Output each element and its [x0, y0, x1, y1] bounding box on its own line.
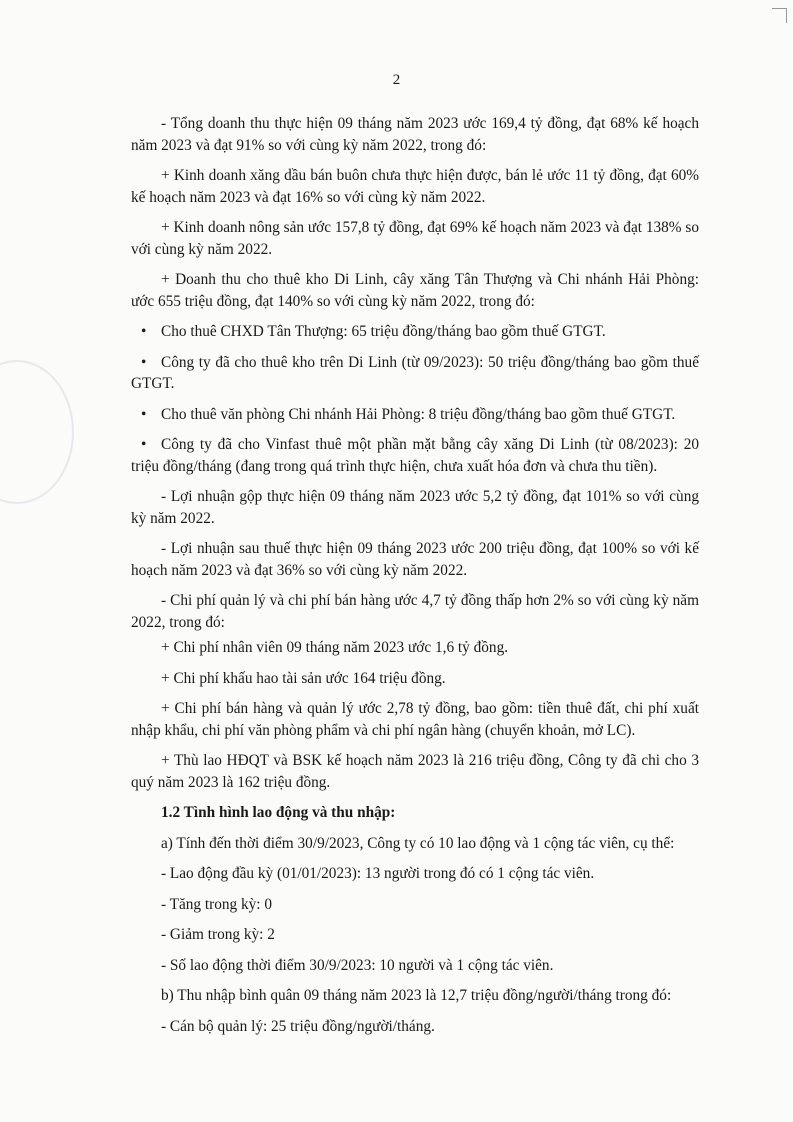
- paragraph-agri-business: + Kinh doanh nông sản ước 157,8 tỷ đồng, đạt 69% kế hoạch năm 2023 và đạt 138% so với cùng kỳ năm 2022.: [131, 219, 699, 258]
- bullet-item: • Cho thuê CHXD Tân Thượng: 65 triệu đồng/tháng bao gồm thuế GTGT.: [131, 321, 699, 343]
- scan-corner-mark: [772, 8, 787, 23]
- paragraph-labor-start: - Lao động đầu kỳ (01/01/2023): 13 người trong đó có 1 cộng tác viên.: [161, 865, 595, 882]
- paragraph-labor-increase: - Tăng trong kỳ: 0: [161, 895, 273, 913]
- paragraph-depreciation: + Chi phí khấu hao tài sản ước 164 triệu đồng.: [161, 669, 446, 687]
- bullet-item: • Cho thuê văn phòng Chi nhánh Hải Phòng: 8 triệu đồng/tháng bao gồm thuế GTGT.: [131, 404, 699, 426]
- paragraph-income-summary: b) Thu nhập bình quân 09 tháng năm 2023 là 12,7 triệu đồng/người/tháng trong đó:: [161, 987, 672, 1004]
- document-body: [131, 113, 699, 1046]
- bullet-item: • Công ty đã cho Vinfast thuê một phần mặt bằng cây xăng Di Linh (từ 08/2023): 20 triệu đồng/tháng (đang trong quá trình thực hiện, chưa xuất hóa đơn và chưa thu tiền).: [131, 436, 699, 475]
- paragraph-selling-admin: + Chi phí bán hàng và quản lý ước 2,78 tỷ đồng, bao gồm: tiền thuê đất, chi phí xuất nhập khẩu, chi phí văn phòng phẩm và chi phí ngân hàng (chuyển khoản, mở LC).: [131, 700, 699, 739]
- faded-stamp: [0, 360, 74, 504]
- paragraph-gross-profit: - Lợi nhuận gộp thực hiện 09 tháng năm 2023 ước 5,2 tỷ đồng, đạt 101% so với cùng kỳ năm 2022.: [131, 488, 699, 527]
- section-heading-labor: 1.2 Tình hình lao động và thu nhập:: [161, 804, 396, 821]
- paragraph-total-revenue: - Tổng doanh thu thực hiện 09 tháng năm 2023 ước 169,4 tỷ đồng, đạt 68% kế hoạch năm 2023 và đạt 91% so với cùng kỳ năm 2022, trong đó:: [131, 115, 699, 154]
- bullet-icon: •: [141, 353, 147, 371]
- paragraph-rental-revenue: + Doanh thu cho thuê kho Di Linh, cây xăng Tân Thượng và Chi nhánh Hải Phòng: ước 655 triệu đồng, đạt 140% so với cùng kỳ năm 2022, trong đó:: [131, 271, 699, 310]
- paragraph-staff-cost: + Chi phí nhân viên 09 tháng năm 2023 ước 1,6 tỷ đồng.: [161, 639, 509, 656]
- paragraph-net-profit: - Lợi nhuận sau thuế thực hiện 09 tháng 2023 ước 200 triệu đồng, đạt 100% so với kế hoạch năm 2023 và đạt 36% so với cùng kỳ năm 2022.: [131, 540, 699, 579]
- bullet-icon: •: [141, 436, 147, 453]
- paragraph-labor-summary: a) Tính đến thời điểm 30/9/2023, Công ty có 10 lao động và 1 cộng tác viên, cụ thể:: [161, 834, 675, 852]
- bullet-item: • Công ty đã cho thuê kho trên Di Linh (từ 09/2023): 50 triệu đồng/tháng bao gồm thuế GTGT.: [131, 353, 699, 392]
- bullet-icon: •: [141, 405, 147, 423]
- paragraph-manager-income: - Cán bộ quản lý: 25 triệu đồng/người/tháng.: [161, 1017, 435, 1035]
- page-number: 2: [392, 72, 401, 88]
- paragraph-board-remuneration: + Thù lao HĐQT và BSK kế hoạch năm 2023 là 216 triệu đồng, Công ty đã chi cho 3 quý năm 2023 là 162 triệu đồng.: [131, 752, 699, 791]
- paragraph-labor-decrease: - Giảm trong kỳ: 2: [161, 926, 275, 943]
- bullet-icon: •: [141, 323, 147, 340]
- paragraph-expenses: - Chi phí quản lý và chi phí bán hàng ước 4,7 tỷ đồng thấp hơn 2% so với cùng kỳ năm 2022, trong đó:: [131, 592, 699, 631]
- paragraph-labor-end: - Số lao động thời điểm 30/9/2023: 10 người và 1 cộng tác viên.: [161, 956, 554, 974]
- paragraph-fuel-business: + Kinh doanh xăng dầu bán buôn chưa thực hiện được, bán lẻ ước 11 tỷ đồng, đạt 60% kế hoạch năm 2023 và đạt 16% so với cùng kỳ năm 2022.: [131, 167, 699, 206]
